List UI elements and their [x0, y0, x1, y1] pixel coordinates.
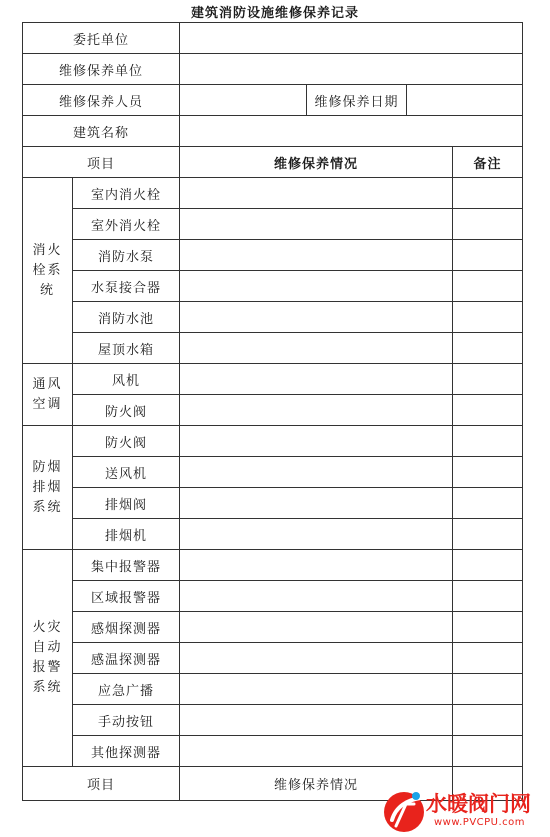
- status-cell[interactable]: [180, 581, 453, 612]
- status-cell[interactable]: [180, 395, 453, 426]
- watermark: [382, 786, 550, 834]
- item-label: 排烟阀: [73, 488, 180, 519]
- table-header-row: [23, 147, 523, 178]
- item-label: 应急广播: [73, 674, 180, 705]
- status-cell[interactable]: [180, 550, 453, 581]
- pipe-logo-icon: [382, 786, 428, 834]
- info-row-staff-date: [23, 85, 523, 116]
- group-label: 火灾自动报警系统: [23, 550, 73, 767]
- table-row: [23, 333, 523, 364]
- table-row: [23, 643, 523, 674]
- table-row: [23, 550, 523, 581]
- remark-cell[interactable]: [453, 178, 523, 209]
- status-cell[interactable]: [180, 705, 453, 736]
- remark-cell[interactable]: [453, 612, 523, 643]
- date-value[interactable]: [407, 85, 523, 116]
- info-row-maintainer: [23, 54, 523, 85]
- table-row: [23, 302, 523, 333]
- watermark-url: www.PVCPU.com: [434, 817, 526, 828]
- maintenance-record-table: [22, 22, 523, 801]
- status-cell[interactable]: [180, 240, 453, 271]
- status-cell[interactable]: [180, 302, 453, 333]
- table-row: [23, 674, 523, 705]
- item-label: 集中报警器: [73, 550, 180, 581]
- status-cell[interactable]: [180, 457, 453, 488]
- remark-cell[interactable]: [453, 333, 523, 364]
- remark-cell[interactable]: [453, 426, 523, 457]
- document-title: 建筑消防设施维修保养记录: [190, 6, 359, 21]
- status-cell[interactable]: [180, 488, 453, 519]
- maintainer-label: 维修保养单位: [23, 54, 180, 85]
- table-row: [23, 209, 523, 240]
- item-label: 手动按钮: [73, 705, 180, 736]
- maintainer-value[interactable]: [180, 54, 523, 85]
- item-label: 感温探测器: [73, 643, 180, 674]
- table-row: [23, 364, 523, 395]
- remark-cell[interactable]: [453, 581, 523, 612]
- remark-cell[interactable]: [453, 488, 523, 519]
- status-cell[interactable]: [180, 612, 453, 643]
- header-status: 维修保养情况: [180, 147, 453, 178]
- staff-value[interactable]: [180, 85, 307, 116]
- table-row: [23, 426, 523, 457]
- table-row: [23, 736, 523, 767]
- remark-cell[interactable]: [453, 302, 523, 333]
- header-item: 项目: [23, 147, 180, 178]
- date-label: 维修保养日期: [307, 85, 407, 116]
- status-cell[interactable]: [180, 519, 453, 550]
- status-cell[interactable]: [180, 271, 453, 302]
- table-row: [23, 178, 523, 209]
- remark-cell[interactable]: [453, 643, 523, 674]
- status-cell[interactable]: [180, 178, 453, 209]
- building-label: 建筑名称: [23, 116, 180, 147]
- table-row: [23, 488, 523, 519]
- item-label: 排烟机: [73, 519, 180, 550]
- status-cell[interactable]: [180, 209, 453, 240]
- remark-cell[interactable]: [453, 395, 523, 426]
- remark-cell[interactable]: [453, 736, 523, 767]
- table-row: [23, 612, 523, 643]
- remark-cell[interactable]: [453, 240, 523, 271]
- remark-cell[interactable]: [453, 209, 523, 240]
- table-row: [23, 240, 523, 271]
- status-cell[interactable]: [180, 426, 453, 457]
- client-value[interactable]: [180, 23, 523, 54]
- item-label: 防火阀: [73, 395, 180, 426]
- footer-status: 维修保养情况: [180, 767, 453, 801]
- group-label: 通风空调: [23, 364, 73, 426]
- item-label: 消防水泵: [73, 240, 180, 271]
- status-cell[interactable]: [180, 643, 453, 674]
- status-cell[interactable]: [180, 333, 453, 364]
- table-row: [23, 395, 523, 426]
- item-label: 风机: [73, 364, 180, 395]
- remark-cell[interactable]: [453, 674, 523, 705]
- table-row: [23, 271, 523, 302]
- table-row: [23, 457, 523, 488]
- table-row: [23, 581, 523, 612]
- staff-label: 维修保养人员: [23, 85, 180, 116]
- status-cell[interactable]: [180, 364, 453, 395]
- group-label: 消火栓系统: [23, 178, 73, 364]
- remark-cell[interactable]: [453, 457, 523, 488]
- info-row-building: [23, 116, 523, 147]
- item-label: 水泵接合器: [73, 271, 180, 302]
- group-label: 防烟排烟系统: [23, 426, 73, 550]
- item-label: 区域报警器: [73, 581, 180, 612]
- item-label: 屋顶水箱: [73, 333, 180, 364]
- client-label: 委托单位: [23, 23, 180, 54]
- header-remark: 备注: [453, 147, 523, 178]
- status-cell[interactable]: [180, 736, 453, 767]
- remark-cell[interactable]: [453, 550, 523, 581]
- item-label: 室外消火栓: [73, 209, 180, 240]
- remark-cell[interactable]: [453, 271, 523, 302]
- remark-cell[interactable]: [453, 705, 523, 736]
- table-row: [23, 519, 523, 550]
- item-label: 送风机: [73, 457, 180, 488]
- item-label: 室内消火栓: [73, 178, 180, 209]
- remark-cell[interactable]: [453, 519, 523, 550]
- status-cell[interactable]: [180, 674, 453, 705]
- remark-cell[interactable]: [453, 364, 523, 395]
- building-value[interactable]: [180, 116, 523, 147]
- item-label: 其他探测器: [73, 736, 180, 767]
- watermark-text: 水暖阀门网: [426, 792, 531, 816]
- item-label: 消防水池: [73, 302, 180, 333]
- item-label: 感烟探测器: [73, 612, 180, 643]
- info-row-client: [23, 23, 523, 54]
- table-row: [23, 705, 523, 736]
- item-label: 防火阀: [73, 426, 180, 457]
- footer-item: 项目: [23, 767, 180, 801]
